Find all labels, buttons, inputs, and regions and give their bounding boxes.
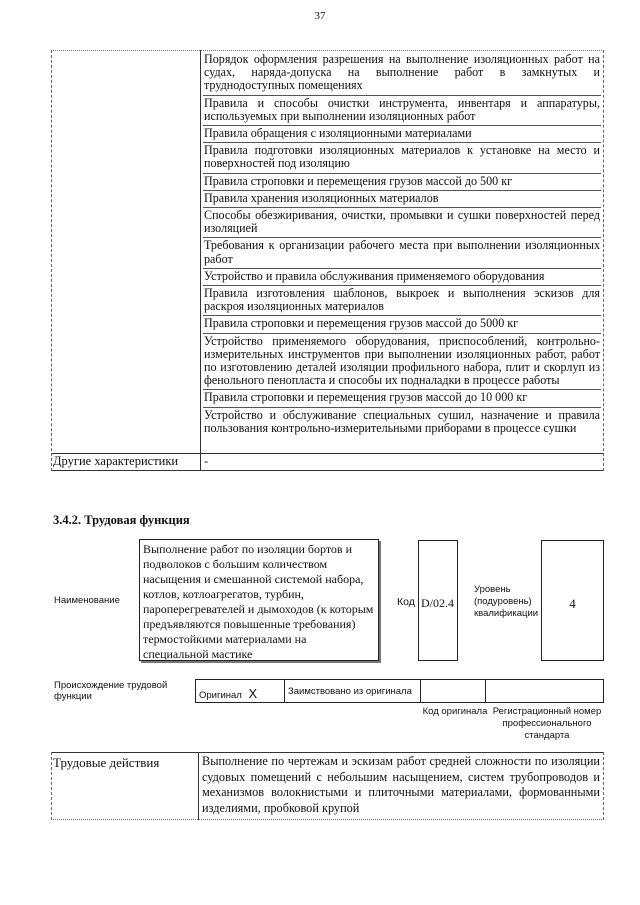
actions-bottom-border <box>51 819 604 820</box>
work-actions-text: Выполнение по чертежам и эскизам работ средней сложности по изоляции судовых помещений с небольшим насыщением, систем трубопроводов и механизмов волокнистыми и плиточными материалами, формованными изделиями, пробковой крупой <box>202 754 600 815</box>
knowledge-item: Правила и способы очистки инструмента, инвентаря и аппаратуры, используемых при выполнении изоляционных работ <box>203 96 601 126</box>
table-right-border <box>603 50 604 471</box>
knowledge-item: Устройство применяемого оборудования, приспособлений, контрольно-измерительных инструментов при выполнении изоляционных работ, работ по изготовлению деталей изоляции профильного набора, плит и скорлуп из фенольного пенопласта и способы их подналадки в процессе работы <box>203 334 601 391</box>
function-origin-row <box>195 679 604 703</box>
knowledge-item: Правила подготовки изоляционных материалов к установке на место и поверхностей под изоляцию <box>203 143 601 173</box>
knowledge-item: Правила строповки и перемещения грузов массой до 500 кг <box>203 174 601 191</box>
function-origin-label: Происхождение трудовой функции <box>54 680 168 702</box>
section-heading: 3.4.2. Трудовая функция <box>53 513 190 527</box>
page-number: 37 <box>314 10 326 22</box>
work-actions-table <box>51 752 604 820</box>
origin-reg-number-caption: Регистрационный номер профессионального стандарта <box>492 706 602 741</box>
origin-original-mark: X <box>248 686 258 701</box>
knowledge-item: Правила изготовления шаблонов, выкроек и выполнения эскизов для раскроя изоляционных материалов <box>203 286 601 316</box>
actions-right-border <box>603 752 604 820</box>
origin-original-cell <box>195 679 285 703</box>
origin-original-label: Оригинал <box>199 690 242 701</box>
actions-column-divider <box>198 752 199 820</box>
table-bottom-border <box>51 470 604 471</box>
origin-reg-number-cell <box>485 679 604 703</box>
knowledge-list <box>203 52 601 437</box>
table-column-divider <box>200 50 201 471</box>
knowledge-item: Требования к организации рабочего места при выполнении изоляционных работ <box>203 238 601 268</box>
function-code-label: Код <box>397 596 415 608</box>
origin-borrowed-label: Заимствовано из оригинала <box>288 686 412 697</box>
function-name-value: Выполнение работ по изоляции бортов и подволоков с большим количеством насыщения и смешанной системой набора, котлов, котлоагрегатов, турбин, пароперегревателей и дымоходов (к которым предъявляются повышенные требования) термостойкими материалами на специальной мастике <box>139 539 379 661</box>
origin-code-caption: Код оригинала <box>422 706 488 717</box>
function-name-label: Наименование <box>54 595 120 606</box>
knowledge-item: Порядок оформления разрешения на выполнение изоляционных работ на судах, наряда-допуска на выполнение работ в замкнутых и труднодоступных помещениях <box>203 52 601 96</box>
actions-left-border <box>51 752 52 820</box>
knowledge-item: Правила строповки и перемещения грузов массой до 10 000 кг <box>203 390 601 407</box>
knowledge-item: Правила хранения изоляционных материалов <box>203 191 601 208</box>
knowledge-table <box>51 50 604 471</box>
qualification-level-value: 4 <box>541 540 604 661</box>
actions-top-border <box>51 752 604 753</box>
work-actions-label: Трудовые действия <box>53 755 160 770</box>
knowledge-item: Правила обращения с изоляционными материалами <box>203 126 601 143</box>
knowledge-item: Устройство и обслуживание специальных сушил, назначение и правила пользования контрольно-измерительными приборами в процессе сушки <box>204 407 600 435</box>
qualification-level-label: Уровень (подуровень) квалификации <box>474 584 539 619</box>
table-top-border <box>51 50 604 51</box>
knowledge-item: Устройство и правила обслуживания применяемого оборудования <box>203 269 601 286</box>
function-code-value: D/02.4 <box>418 540 458 661</box>
origin-code-cell <box>420 679 486 703</box>
other-characteristics-label: Другие характеристики <box>53 454 179 468</box>
other-characteristics-value: - <box>204 454 209 468</box>
knowledge-item: Правила строповки и перемещения грузов массой до 5000 кг <box>203 316 601 333</box>
origin-borrowed-cell <box>284 679 421 703</box>
table-left-border <box>51 50 52 471</box>
knowledge-item: Способы обезжиривания, очистки, промывки и сушки поверхностей перед изоляцией <box>203 208 601 238</box>
